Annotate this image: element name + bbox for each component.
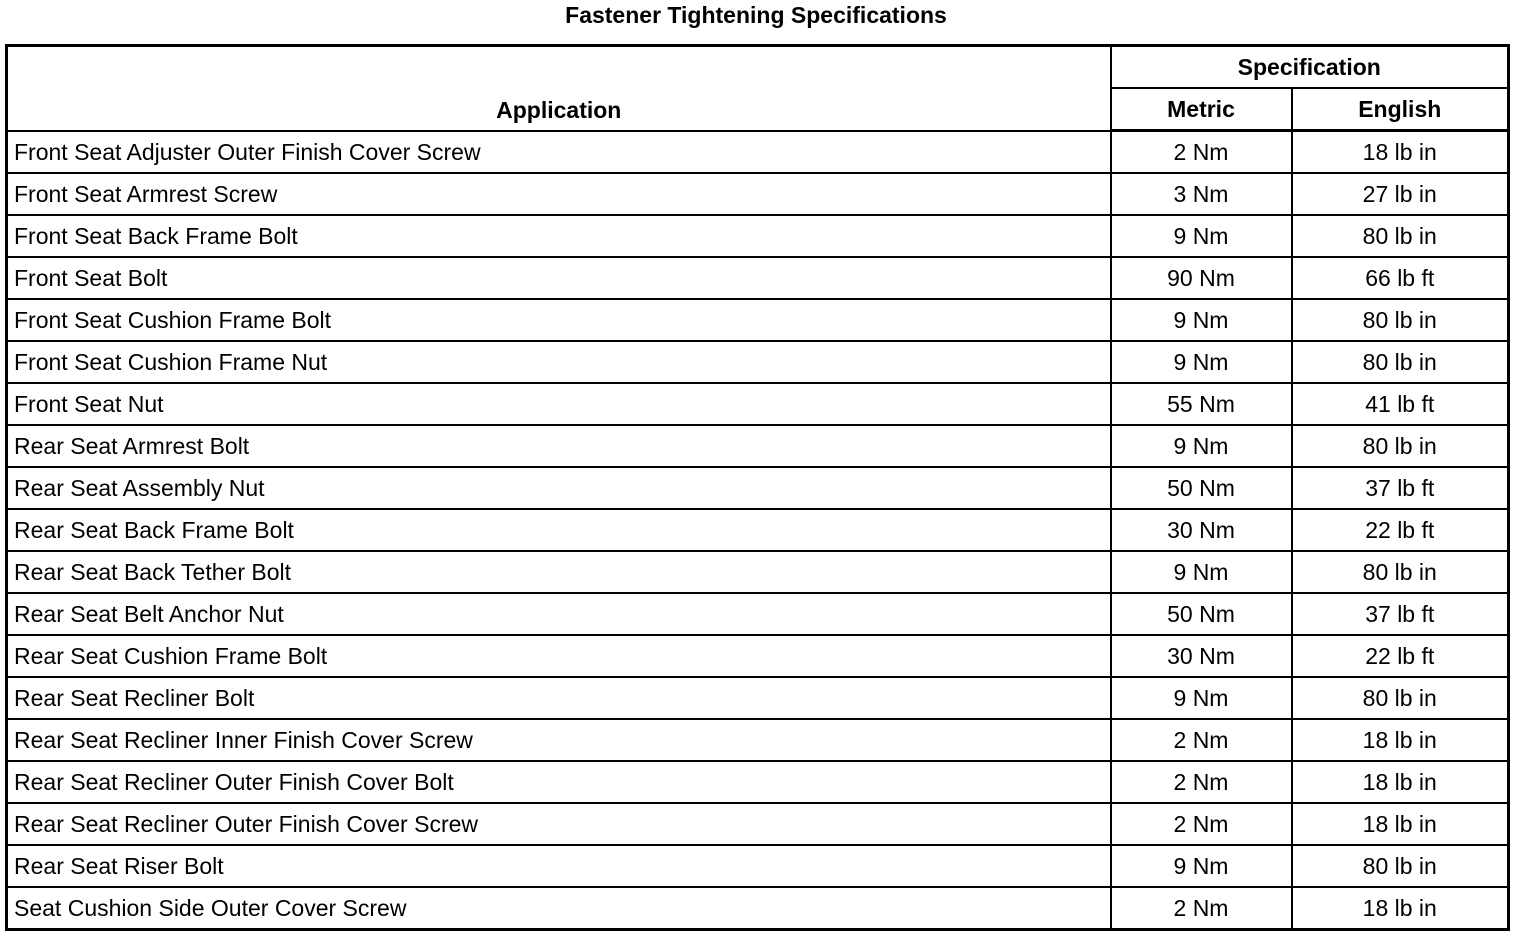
metric-column-header: Metric — [1111, 88, 1292, 131]
english-value-cell: 41 lb ft — [1292, 383, 1509, 425]
english-value-cell: 80 lb in — [1292, 299, 1509, 341]
application-column-header: Application — [7, 46, 1111, 131]
english-value-cell: 18 lb in — [1292, 131, 1509, 174]
page-title: Fastener Tightening Specifications — [565, 2, 947, 28]
metric-value-cell: 2 Nm — [1111, 803, 1292, 845]
metric-value-cell: 9 Nm — [1111, 425, 1292, 467]
application-cell: Front Seat Nut — [7, 383, 1111, 425]
table-row — [7, 803, 1509, 845]
metric-value-cell: 50 Nm — [1111, 467, 1292, 509]
metric-value-cell: 50 Nm — [1111, 593, 1292, 635]
metric-value-cell: 2 Nm — [1111, 131, 1292, 174]
english-value-cell: 66 lb ft — [1292, 257, 1509, 299]
fastener-spec-table — [5, 44, 1510, 931]
metric-value-cell: 2 Nm — [1111, 719, 1292, 761]
english-value-cell: 18 lb in — [1292, 761, 1509, 803]
table-row — [7, 257, 1509, 299]
metric-value-cell: 2 Nm — [1111, 761, 1292, 803]
english-value-cell: 80 lb in — [1292, 425, 1509, 467]
table-row — [7, 551, 1509, 593]
application-cell: Rear Seat Recliner Outer Finish Cover Screw — [7, 803, 1111, 845]
table-row — [7, 509, 1509, 551]
metric-value-cell: 30 Nm — [1111, 509, 1292, 551]
table-row — [7, 761, 1509, 803]
table-row — [7, 383, 1509, 425]
application-cell: Front Seat Adjuster Outer Finish Cover Screw — [7, 131, 1111, 174]
english-value-cell: 22 lb ft — [1292, 509, 1509, 551]
table-row — [7, 887, 1509, 930]
table-row — [7, 173, 1509, 215]
table-row — [7, 719, 1509, 761]
english-value-cell: 80 lb in — [1292, 677, 1509, 719]
english-value-cell: 37 lb ft — [1292, 467, 1509, 509]
application-cell: Rear Seat Back Tether Bolt — [7, 551, 1111, 593]
english-value-cell: 18 lb in — [1292, 887, 1509, 930]
application-cell: Seat Cushion Side Outer Cover Screw — [7, 887, 1111, 930]
english-value-cell: 80 lb in — [1292, 341, 1509, 383]
application-cell: Rear Seat Armrest Bolt — [7, 425, 1111, 467]
table-row — [7, 215, 1509, 257]
metric-value-cell: 55 Nm — [1111, 383, 1292, 425]
metric-value-cell: 9 Nm — [1111, 341, 1292, 383]
table-body — [7, 131, 1509, 930]
application-cell: Rear Seat Recliner Bolt — [7, 677, 1111, 719]
metric-value-cell: 9 Nm — [1111, 299, 1292, 341]
table-row — [7, 677, 1509, 719]
application-cell: Front Seat Back Frame Bolt — [7, 215, 1111, 257]
english-value-cell: 80 lb in — [1292, 551, 1509, 593]
english-value-cell: 37 lb ft — [1292, 593, 1509, 635]
metric-value-cell: 9 Nm — [1111, 845, 1292, 887]
application-cell: Rear Seat Recliner Outer Finish Cover Bolt — [7, 761, 1111, 803]
application-cell: Rear Seat Cushion Frame Bolt — [7, 635, 1111, 677]
table-row — [7, 131, 1509, 174]
application-cell: Rear Seat Assembly Nut — [7, 467, 1111, 509]
english-value-cell: 18 lb in — [1292, 803, 1509, 845]
english-value-cell: 80 lb in — [1292, 845, 1509, 887]
table-row — [7, 635, 1509, 677]
table-row — [7, 467, 1509, 509]
application-cell: Rear Seat Riser Bolt — [7, 845, 1111, 887]
english-column-header: English — [1292, 88, 1509, 131]
application-cell: Front Seat Bolt — [7, 257, 1111, 299]
application-cell: Rear Seat Recliner Inner Finish Cover Screw — [7, 719, 1111, 761]
table-row — [7, 845, 1509, 887]
metric-value-cell: 2 Nm — [1111, 887, 1292, 930]
metric-value-cell: 90 Nm — [1111, 257, 1292, 299]
table-row — [7, 425, 1509, 467]
metric-value-cell: 30 Nm — [1111, 635, 1292, 677]
table-header — [7, 46, 1509, 131]
metric-value-cell: 9 Nm — [1111, 551, 1292, 593]
metric-value-cell: 9 Nm — [1111, 215, 1292, 257]
application-cell: Front Seat Armrest Screw — [7, 173, 1111, 215]
application-cell: Rear Seat Belt Anchor Nut — [7, 593, 1111, 635]
english-value-cell: 80 lb in — [1292, 215, 1509, 257]
english-value-cell: 22 lb ft — [1292, 635, 1509, 677]
metric-value-cell: 3 Nm — [1111, 173, 1292, 215]
application-cell: Front Seat Cushion Frame Bolt — [7, 299, 1111, 341]
header-row-top — [7, 46, 1509, 89]
table-row — [7, 299, 1509, 341]
table-row — [7, 341, 1509, 383]
specification-group-header: Specification — [1111, 46, 1509, 89]
metric-value-cell: 9 Nm — [1111, 677, 1292, 719]
application-cell: Front Seat Cushion Frame Nut — [7, 341, 1111, 383]
english-value-cell: 18 lb in — [1292, 719, 1509, 761]
table-row — [7, 593, 1509, 635]
application-cell: Rear Seat Back Frame Bolt — [7, 509, 1111, 551]
english-value-cell: 27 lb in — [1292, 173, 1509, 215]
